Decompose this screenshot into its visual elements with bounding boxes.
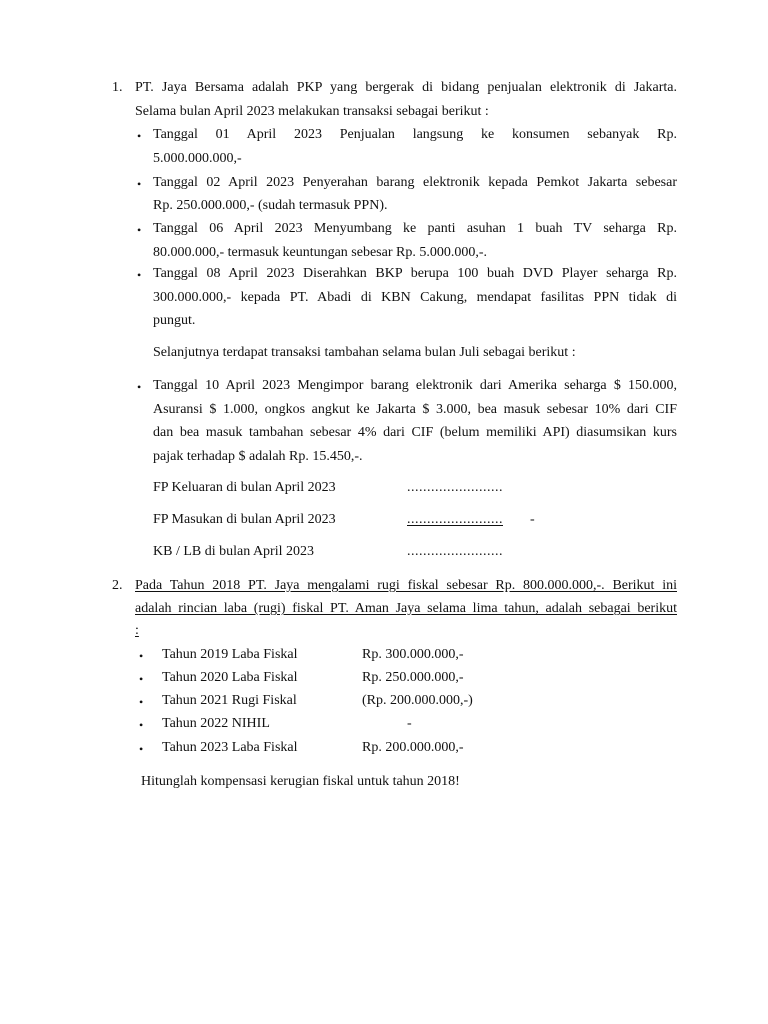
- question-2-intro-line-3: :: [135, 623, 139, 638]
- question-1-number: 1.: [112, 80, 123, 95]
- bullet-icon: •: [139, 695, 144, 709]
- fiscal-row-label: Tahun 2020 Laba Fiskal: [162, 670, 298, 685]
- fiscal-row-label: Tahun 2023 Laba Fiskal: [162, 740, 298, 755]
- bullet-icon: •: [137, 223, 142, 237]
- fiscal-row-value: Rp. 300.000.000,-: [362, 647, 464, 662]
- bullet-icon: •: [137, 380, 142, 394]
- fiscal-row-value: Rp. 200.000.000,-: [362, 740, 464, 755]
- list-item-line: pungut.: [153, 313, 196, 328]
- bullet-icon: •: [139, 649, 144, 663]
- list-item-line: Tanggal 01 April 2023 Penjualan langsung ke konsumen sebanyak Rp.: [153, 127, 677, 142]
- list-item-line: 300.000.000,- kepada PT. Abadi di KBN Cakung, mendapat fasilitas PPN tidak di: [153, 290, 677, 305]
- question-2-intro-line-2: adalah rincian laba (rugi) fiskal PT. Aman Jaya selama lima tahun, adalah sebagai berikut: [135, 601, 677, 616]
- list-item-line: 80.000.000,- termasuk keuntungan sebesar Rp. 5.000.000,-.: [153, 245, 487, 260]
- list-item-line: 5.000.000.000,-: [153, 151, 242, 166]
- bullet-icon: •: [139, 742, 144, 756]
- answer-blank-kb-lb[interactable]: ........................: [407, 544, 503, 559]
- bullet-icon: •: [137, 129, 142, 143]
- fiscal-row-value: -: [407, 716, 412, 731]
- bullet-icon: •: [139, 718, 144, 732]
- list-item-line: Tanggal 02 April 2023 Penyerahan barang elektronik kepada Pemkot Jakarta sebesar: [153, 175, 677, 190]
- fiscal-row-value: (Rp. 200.000.000,-): [362, 693, 473, 708]
- answer-suffix-minus: -: [530, 512, 535, 527]
- answer-label-fp-masukan: FP Masukan di bulan April 2023: [153, 512, 336, 527]
- list-item-line: dan bea masuk tambahan sebesar 4% dari CIF (belum memiliki API) diasumsikan kurs: [153, 425, 677, 440]
- bullet-icon: •: [137, 268, 142, 282]
- bullet-icon: •: [139, 672, 144, 686]
- question-1-intro-line-1: PT. Jaya Bersama adalah PKP yang bergerak di bidang penjualan elektronik di Jakarta.: [135, 80, 677, 95]
- bullet-icon: •: [137, 177, 142, 191]
- fiscal-row-label: Tahun 2022 NIHIL: [162, 716, 270, 731]
- question-1-intro-line-2: Selama bulan April 2023 melakukan transaksi sebagai berikut :: [135, 104, 489, 119]
- followup-text: Selanjutnya terdapat transaksi tambahan selama bulan Juli sebagai berikut :: [153, 345, 576, 360]
- list-item-line: pajak terhadap $ adalah Rp. 15.450,-.: [153, 449, 363, 464]
- fiscal-row-value: Rp. 250.000.000,-: [362, 670, 464, 685]
- list-item-line: Asuransi $ 1.000, ongkos angkut ke Jakarta $ 3.000, bea masuk sebesar 10% dari CIF: [153, 402, 677, 417]
- list-item-line: Rp. 250.000.000,- (sudah termasuk PPN).: [153, 198, 388, 213]
- answer-label-kb-lb: KB / LB di bulan April 2023: [153, 544, 314, 559]
- question-2-instruction: Hitunglah kompensasi kerugian fiskal untuk tahun 2018!: [141, 774, 460, 789]
- answer-label-fp-keluaran: FP Keluaran di bulan April 2023: [153, 480, 336, 495]
- list-item-line: Tanggal 06 April 2023 Menyumbang ke panti asuhan 1 buah TV seharga Rp.: [153, 221, 677, 236]
- fiscal-row-label: Tahun 2021 Rugi Fiskal: [162, 693, 297, 708]
- answer-blank-fp-keluaran[interactable]: ........................: [407, 480, 503, 495]
- list-item-line: Tanggal 10 April 2023 Mengimpor barang elektronik dari Amerika seharga $ 150.000,: [153, 378, 677, 393]
- fiscal-row-label: Tahun 2019 Laba Fiskal: [162, 647, 298, 662]
- question-2-number: 2.: [112, 578, 123, 593]
- question-2-intro-line-1: Pada Tahun 2018 PT. Jaya mengalami rugi fiskal sebesar Rp. 800.000.000,-. Berikut ini: [135, 578, 677, 593]
- answer-blank-fp-masukan[interactable]: ........................: [407, 512, 503, 527]
- list-item-line: Tanggal 08 April 2023 Diserahkan BKP berupa 100 buah DVD Player seharga Rp.: [153, 266, 677, 281]
